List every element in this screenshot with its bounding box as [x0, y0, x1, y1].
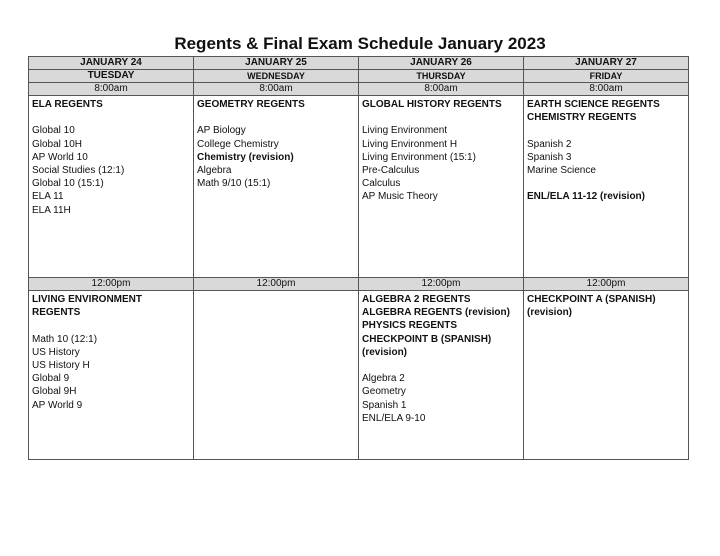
weekday-header: WEDNESDAY	[194, 70, 359, 83]
course-item: Global 10 (15:1)	[32, 178, 104, 190]
morning-cell	[194, 96, 359, 278]
course-item: Global 9	[32, 373, 70, 385]
course-item: AP Music Theory	[362, 191, 438, 203]
course-item: Global 10	[32, 125, 75, 137]
spacer	[362, 359, 520, 372]
spacer	[197, 111, 355, 124]
afternoon-time: 12:00pm	[524, 278, 689, 291]
course-item: Spanish 3	[527, 151, 572, 163]
course-item: ELA 11	[32, 191, 64, 203]
exam-heading: ALGEBRA 2 REGENTS	[362, 294, 471, 305]
exam-heading: (revision)	[527, 307, 573, 319]
morning-cell	[524, 96, 689, 278]
course-item: AP World 10	[32, 151, 88, 163]
course-item: Algebra 2	[362, 373, 405, 385]
exam-heading: ALGEBRA REGENTS (revision)	[362, 307, 510, 319]
afternoon-time: 12:00pm	[194, 278, 359, 291]
page-title: Regents & Final Exam Schedule January 2023	[174, 34, 546, 53]
course-item: Living Environment	[362, 125, 448, 137]
spacer	[362, 111, 520, 124]
date-header: JANUARY 27	[524, 57, 689, 70]
exam-heading: ELA REGENTS	[32, 99, 103, 110]
course-item: Spanish 1	[362, 399, 407, 411]
weekday-header: THURSDAY	[359, 70, 524, 83]
exam-heading: PHYSICS REGENTS	[362, 320, 458, 332]
exam-heading: Chemistry (revision)	[197, 151, 294, 163]
afternoon-cell	[29, 291, 194, 460]
course-item: Pre-Calculus	[362, 165, 420, 176]
course-item: AP World 9	[32, 399, 83, 411]
exam-heading: GEOMETRY REGENTS	[197, 99, 305, 110]
course-item: US History H	[32, 360, 90, 371]
spacer	[527, 177, 685, 190]
afternoon-time: 12:00pm	[359, 278, 524, 291]
course-item: Math 9/10 (15:1)	[197, 178, 271, 190]
weekday-header: TUESDAY	[29, 70, 194, 83]
course-item: Living Environment (15:1)	[362, 151, 476, 163]
exam-heading: (revision)	[362, 346, 408, 358]
weekday-header: FRIDAY	[524, 70, 689, 83]
exam-heading: LIVING ENVIRONMENT	[32, 294, 143, 305]
afternoon-cell	[194, 291, 359, 460]
date-header: JANUARY 26	[359, 57, 524, 70]
course-item: Living Environment H	[362, 138, 458, 150]
course-item: Global 9H	[32, 386, 77, 398]
exam-heading: CHECKPOINT B (SPANISH)	[362, 333, 492, 345]
spacer	[527, 124, 685, 137]
date-header: JANUARY 24	[29, 57, 194, 70]
morning-cell	[29, 96, 194, 278]
exam-heading: ENL/ELA 11-12 (revision)	[527, 191, 645, 203]
course-item: College Chemistry	[197, 138, 279, 150]
course-item: Geometry	[362, 386, 406, 398]
afternoon-cell	[359, 291, 524, 460]
morning-cell	[359, 96, 524, 278]
course-item: ELA 11H	[32, 204, 71, 216]
afternoon-time: 12:00pm	[29, 278, 194, 291]
date-header: JANUARY 25	[194, 57, 359, 70]
course-item: Marine Science	[527, 165, 596, 176]
exam-heading: CHEMISTRY REGENTS	[527, 112, 637, 124]
course-item: Social Studies (12:1)	[32, 165, 125, 176]
course-item: Math 10 (12:1)	[32, 333, 98, 345]
course-item: ENL/ELA 9-10	[362, 412, 426, 424]
course-item: Global 10H	[32, 138, 83, 150]
morning-time: 8:00am	[29, 83, 194, 96]
exam-heading: GLOBAL HISTORY REGENTS	[362, 99, 502, 110]
exam-heading: REGENTS	[32, 307, 81, 319]
exam-heading: EARTH SCIENCE REGENTS	[527, 99, 660, 110]
spacer	[32, 111, 190, 124]
course-item: Algebra	[197, 165, 232, 176]
exam-heading: CHECKPOINT A (SPANISH)	[527, 294, 656, 305]
course-item: Calculus	[362, 178, 401, 190]
spacer	[32, 319, 190, 332]
exam-schedule-table	[28, 56, 689, 460]
morning-time: 8:00am	[194, 83, 359, 96]
course-item: US History	[32, 346, 80, 358]
morning-time: 8:00am	[359, 83, 524, 96]
course-item: AP Biology	[197, 125, 246, 137]
course-item: Spanish 2	[527, 138, 572, 150]
morning-time: 8:00am	[524, 83, 689, 96]
afternoon-cell	[524, 291, 689, 460]
